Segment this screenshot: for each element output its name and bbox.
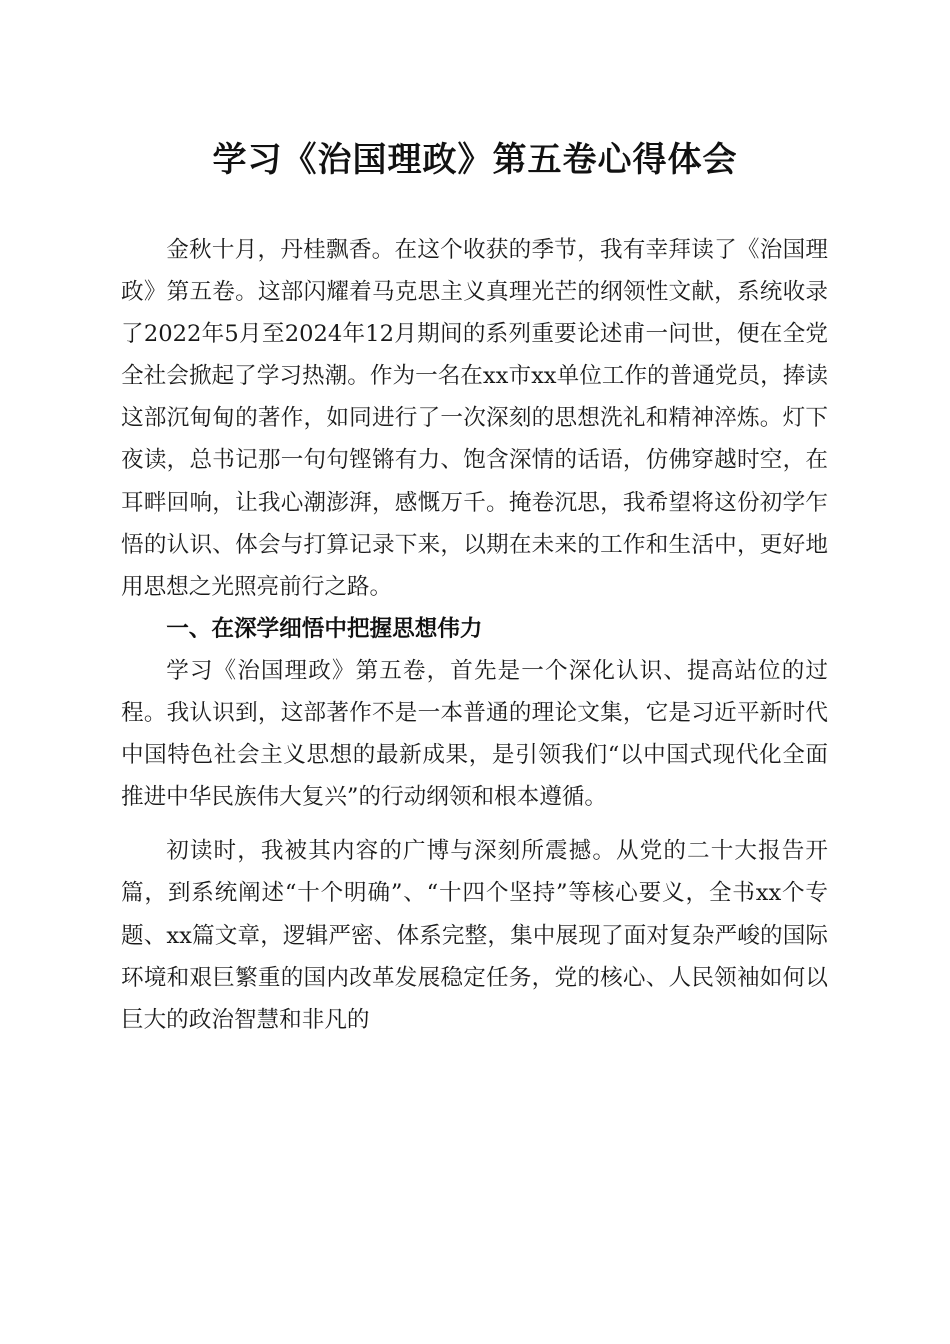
document-title: 学习《治国理政》第五卷心得体会: [212, 140, 738, 180]
section-heading-1: 一、在深学细悟中把握思想伟力: [166, 615, 483, 642]
paragraph-section-1-a: 学习《治国理政》第五卷，首先是一个深化认识、提高站位的过程。我认识到，这部著作不是一本普通的理论文集，它是习近平新时代中国特色社会主义思想的最新成果，是引领我们“以中国式现代化全面推进中华民族伟大复兴”的行动纲领和根本遵循。: [121, 657, 828, 811]
document-body: [121, 229, 828, 1041]
paragraph-section-1-b: 初读时，我被其内容的广博与深刻所震撼。从党的二十大报告开篇，到系统阐述“十个明确”、“十四个坚持”等核心要义，全书xx个专题、xx篇文章，逻辑严密、体系完整，集中展现了面对复杂严峻的国际环境和艰巨繁重的国内改革发展稳定任务，党的核心、人民领袖如何以巨大的政治智慧和非凡的: [121, 838, 828, 1033]
paragraph-intro: 金秋十月，丹桂飘香。在这个收获的季节，我有幸拜读了《治国理政》第五卷。这部闪耀着马克思主义真理光芒的纲领性文献，系统收录了2022年5月至2024年12月期间的系列重要论述甫一问世，便在全党全社会掀起了学习热潮。作为一名在xx市xx单位工作的普通党员，捧读这部沉甸甸的著作，如同进行了一次深刻的思想洗礼和精神淬炼。灯下夜读，总书记那一句句铿锵有力、饱含深情的话语，仿佛穿越时空，在耳畔回响，让我心潮澎湃，感慨万千。掩卷沉思，我希望将这份初学乍悟的认识、体会与打算记录下来，以期在未来的工作和生活中，更好地用思想之光照亮前行之路。: [121, 237, 828, 600]
